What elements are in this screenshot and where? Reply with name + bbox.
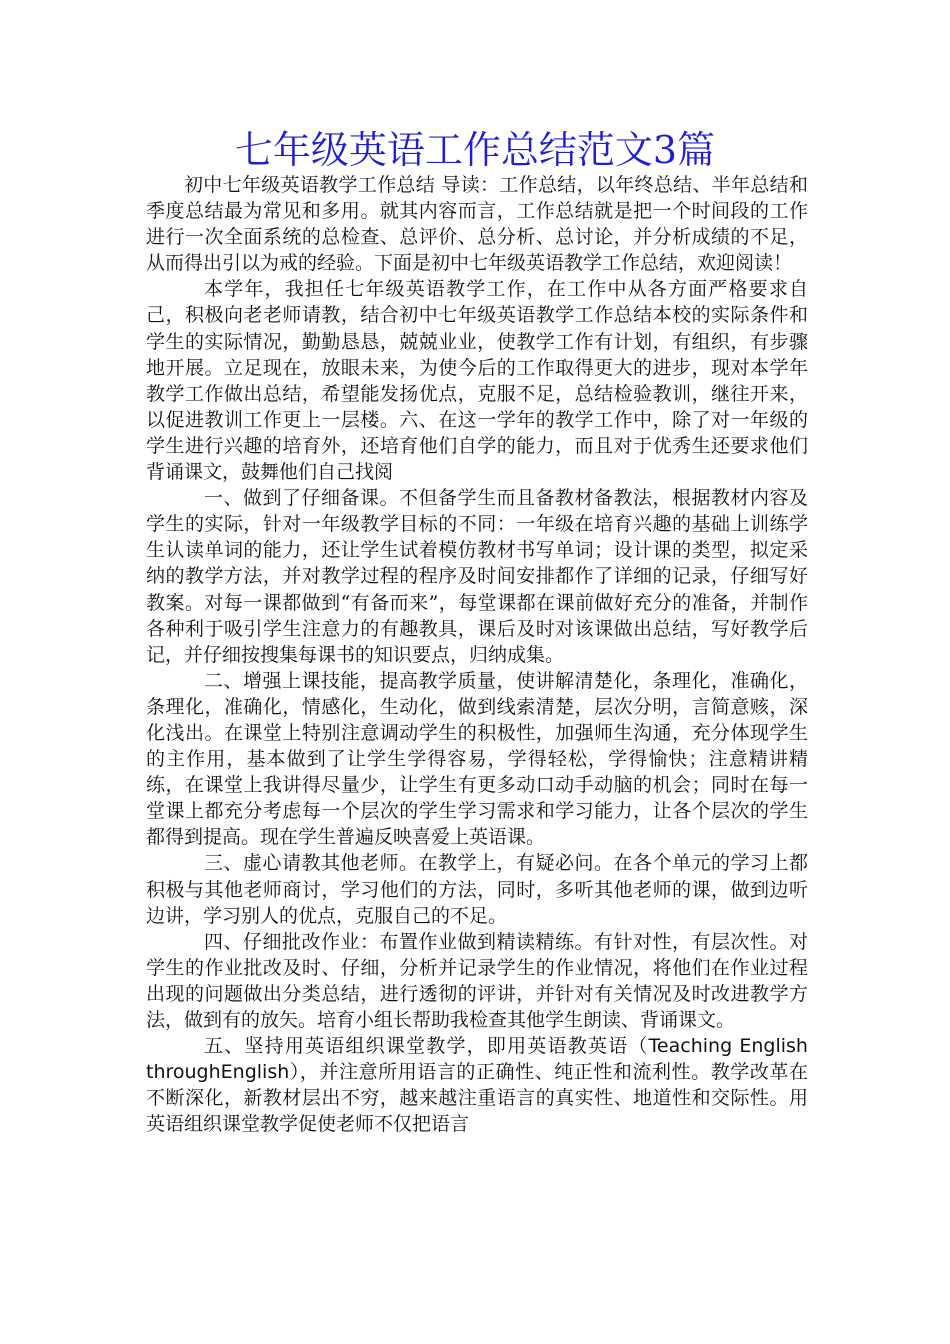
document-body — [146, 172, 808, 1137]
paragraph-homework: 四、仔细批改作业：布置作业做到精读精练。有针对性，有层次性。对学生的作业批改及时、仔细，分析并记录学生的作业情况，将他们在作业过程出现的问题做出分类总结，进行透彻的评讲，并针对有关情况及时改进教学方法，做到有的放矢。培育小组长帮助我检查其他学生朗读、背诵课文。 — [146, 930, 808, 1031]
english-phrase: Teaching English throughEnglish — [146, 1035, 808, 1084]
paragraph-english-instruction-start: 五、坚持用英语组织课堂教学，即用英语教英语（ — [204, 1035, 649, 1058]
paragraph-lesson-prep: 一、做到了仔细备课。不但备学生而且备教材备教法，根据教材内容及学生的实际，针对一年级教学目标的不同：一年级在培育兴趣的基础上训练学生认读单词的能力，还让学生试着模仿教材书写单词；设计课的类型，拟定采纳的教学方法，并对教学过程的程序及时间安排都作了详细的记录，仔细写好教案。对每一课都做到“有备而来”，每堂课都在课前做好充分的准备，并制作各种利于吸引学生注意力的有趣教具，课后及时对该课做出总结，写好教学后记，并仔细按搜集每课书的知识要点，归纳成集。 — [146, 487, 808, 666]
paragraph-overview: 本学年，我担任七年级英语教学工作，在工作中从各方面严格要求自己，积极向老老师请教，结合初中七年级英语教学工作总结本校的实际条件和学生的实际情况，勤勤恳恳，兢兢业业，使教学工作有计划，有组织，有步骤地开展。立足现在，放眼未来，为使今后的工作取得更大的进步，现对本学年教学工作做出总结，希望能发扬优点，克服不足，总结检验教训，继往开来，以促进教训工作更上一层楼。六、在这一学年的教学工作中，除了对一年级的学生进行兴趣的培育外，还培育他们自学的能力，而且对于优秀生还要求他们背诵课文，鼓舞他们自己找阅 — [146, 278, 808, 484]
paragraph-intro: 初中七年级英语教学工作总结 导读：工作总结，以年终总结、半年总结和季度总结最为常见和多用。就其内容而言，工作总结就是把一个时间段的工作进行一次全面系统的总检查、总评价、总分析、总讨论，并分析成绩的不足，从而得出引以为戒的经验。下面是初中七年级英语教学工作总结，欢迎阅读！ — [146, 174, 808, 275]
paragraph-teaching-skills: 二、增强上课技能，提高教学质量，使讲解清楚化，条理化，准确化，条理化，准确化，情感化，生动化，做到线索清楚，层次分明，言简意赅，深化浅出。在课堂上特别注意调动学生的积极性，加强师生沟通，充分体现学生的主作用，基本做到了让学生学得容易，学得轻松，学得愉快；注意精讲精练，在课堂上我讲得尽量少，让学生有更多动口动手动脑的机会；同时在每一堂课上都充分考虑每一个层次的学生学习需求和学习能力，让各个层次的学生都得到提高。现在学生普遍反映喜爱上英语课。 — [146, 669, 808, 849]
document-title: 七年级英语工作总结范文3篇 — [234, 128, 716, 172]
paragraph-english-instruction — [146, 1033, 808, 1137]
paragraph-consult-teachers: 三、虚心请教其他老师。在教学上，有疑必问。在各个单元的学习上都积极与其他老师商讨，学习他们的方法，同时，多听其他老师的课，做到边听边讲，学习别人的优点，克服自己的不足。 — [146, 852, 808, 927]
paragraph-english-instruction-rest: ），并注意所用语言的正确性、纯正性和流利性。教学改革在不断深化，新教材层出不穷，越来越注重语言的真实性、地道性和交际性。用英语组织课堂教学促使老师不仅把语言 — [146, 1061, 808, 1136]
